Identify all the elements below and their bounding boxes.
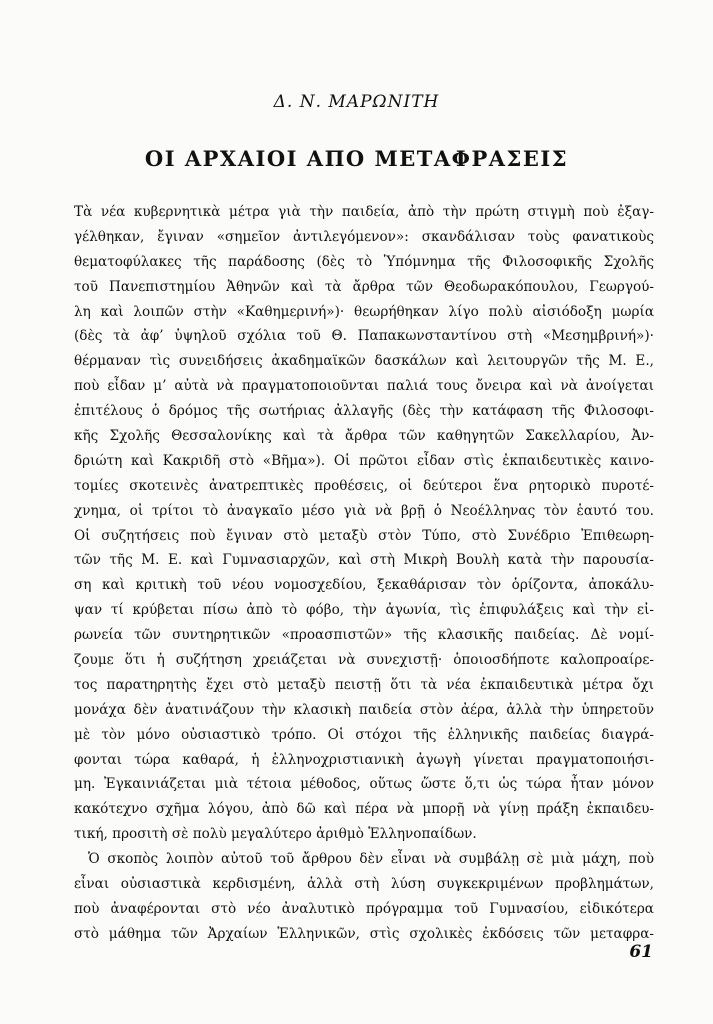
body-line: γέλθηκαν, ἔγιναν «σημεῖον ἀντιλεγόμενον»: σκανδάλισαν τοὺς φανατικοὺς	[74, 228, 654, 245]
body-line: τική, προσιτὴ σὲ πολὺ μεγαλύτερο ἀριθμὸ Ἑλληνοπαίδων.	[74, 826, 477, 843]
article-body	[74, 200, 654, 947]
body-line: ἐπιτέλους ὁ δρόμος τῆς σωτήριας ἀλλαγῆς (δὲς τὴν κατάφαση τῆς Φιλοσοφι-	[74, 403, 654, 420]
body-line: τῶν τῆς Μ. Ε. καὶ Γυμνασιαρχῶν, καὶ στὴ Μικρὴ Βουλὴ κατὰ τὴν παρουσία-	[74, 552, 654, 569]
body-line: ποὺ ἀναφέρονται στὸ νέο ἀναλυτικὸ πρόγραμμα τοῦ Γυμνασίου, εἰδικότερα	[74, 900, 654, 917]
body-line: τοῦ Πανεπιστημίου Ἀθηνῶν καὶ τὰ ἄρθρα τῶν Θεοδωρακόπουλου, Γεωργού-	[74, 278, 654, 295]
body-line: φονται τώρα καθαρά, ἡ ἑλληνοχριστιανικὴ ἀγωγὴ γίνεται πραγματοποιήσι-	[74, 751, 654, 768]
page-number: 61	[629, 942, 653, 962]
body-line: στὸ μάθημα τῶν Ἀρχαίων Ἑλληνικῶν, στὶς σχολικὲς ἐκδόσεις τῶν μεταφρα-	[74, 925, 654, 942]
body-line: Οἱ συζητήσεις ποὺ ἔγιναν στὸ μεταξὺ στὸν Τύπο, στὸ Συνέδριο Ἐπιθεωρη-	[74, 527, 654, 544]
body-line: λη καὶ λοιπῶν στὴν «Καθημερινή»)· θεωρήθηκαν λίγο πολὺ αἰσιόδοξη μωρία	[74, 303, 654, 320]
body-line: μὲ τὸν μόνο οὐσιαστικὸ τρόπο. Οἱ στόχοι τῆς ἑλληνικῆς παιδείας διαγρά-	[74, 726, 654, 743]
body-line: θεματοφύλακες τῆς παράδοσης (δὲς τὸ Ὑπόμνημα τῆς Φιλοσοφικῆς Σχολῆς	[74, 253, 654, 270]
body-line: χνημα, οἱ τρίτοι τὸ ἀναγκαῖο μέσο γιὰ νὰ βρῇ ὁ Νεοέλληνας τὸν ἑαυτό του.	[74, 502, 654, 519]
body-line: (δὲς τὰ ἀφ’ ὑψηλοῦ σχόλια τοῦ Θ. Παπακωνσταντίνου στὴ «Μεσημβρινή»)·	[74, 328, 654, 345]
body-line: Ὁ σκοπὸς λοιπὸν αὐτοῦ τοῦ ἄρθρου δὲν εἶναι νὰ συμβάλῃ σὲ μιὰ μάχη, ποὺ	[88, 851, 654, 868]
body-line: ψαν τί κρύβεται πίσω ἀπὸ τὸ φόβο, τὴν ἀγωνία, τὶς ἐπιφυλάξεις καὶ τὴν εἰ-	[74, 602, 654, 619]
body-line: δριώτη καὶ Κακριδῆ στὸ «Βῆμα»). Οἱ πρῶτοι εἶδαν στὶς ἐκπαιδευτικὲς καινο-	[74, 452, 654, 469]
body-line: ση καὶ κριτικὴ τοῦ νέου νομοσχεδίου, ξεκαθάρισαν τὸν ὁρίζοντα, ἀποκάλυ-	[74, 577, 654, 594]
body-line: τομίες σκοτεινὲς ἀνατρεπτικὲς προθέσεις, οἱ δεύτεροι ἕνα ρητορικὸ πυροτέ-	[74, 477, 654, 494]
article-title: ΟΙ ΑΡΧΑΙΟΙ ΑΠΟ ΜΕΤΑΦΡΑΣΕΙΣ	[144, 146, 569, 171]
body-line: μονάχα δὲν ἀνατινάζουν τὴν κλασικὴ παιδεία στὸν ἀέρα, ἀλλὰ τὴν ὑπηρετοῦν	[74, 701, 654, 718]
body-line: εἶναι οὐσιαστικὰ κερδισμένη, ἀλλὰ στὴ λύση συγκεκριμένων προβλημάτων,	[74, 876, 654, 893]
body-line: κῆς Σχολῆς Θεσσαλονίκης καὶ τὰ ἄρθρα τῶν καθηγητῶν Σακελλαρίου, Ἀν-	[74, 428, 654, 445]
body-line: κακότεχνο σχῆμα λόγου, ἀπὸ δῶ καὶ πέρα νὰ μπορῇ νὰ γίνῃ πράξη ἐκπαιδευ-	[74, 801, 654, 818]
body-line: Τὰ νέα κυβερνητικὰ μέτρα γιὰ τὴν παιδεία, ἀπὸ τὴν πρώτη στιγμὴ ποὺ ἐξαγ-	[74, 204, 654, 220]
body-line: θέρμαναν τὶς συνειδήσεις ἀκαδημαϊκῶν δασκάλων καὶ λειτουργῶν τῆς Μ. Ε.,	[74, 353, 654, 370]
body-line: ζουμε ὅτι ἡ συζήτηση χρειάζεται νὰ συνεχιστῇ· ὁποιοσδήποτε καλοπροαίρε-	[74, 652, 654, 669]
body-line: ποὺ εἶδαν μ’ αὐτὰ νὰ πραγματοποιοῦνται παλιά τους ὄνειρα καὶ νὰ ἀνοίγεται	[74, 378, 654, 395]
body-line: τος παρατηρητὴς ἔχει στὸ μεταξὺ πειστῇ ὅτι τὰ νέα ἐκπαιδευτικὰ μέτρα ὄχι	[74, 676, 654, 693]
author-name: Δ. Ν. ΜΑΡΩΝΙΤΗ	[273, 92, 440, 112]
body-line: ρωνεία τῶν συντηρητικῶν «προασπιστῶν» τῆς κλασικῆς παιδείας. Δὲ νομί-	[74, 627, 654, 644]
body-line: μη. Ἐγκαινιάζεται μιὰ τέτοια μέθοδος, οὕτως ὥστε ὅ,τι ὡς τώρα ἦταν μόνον	[74, 776, 654, 793]
